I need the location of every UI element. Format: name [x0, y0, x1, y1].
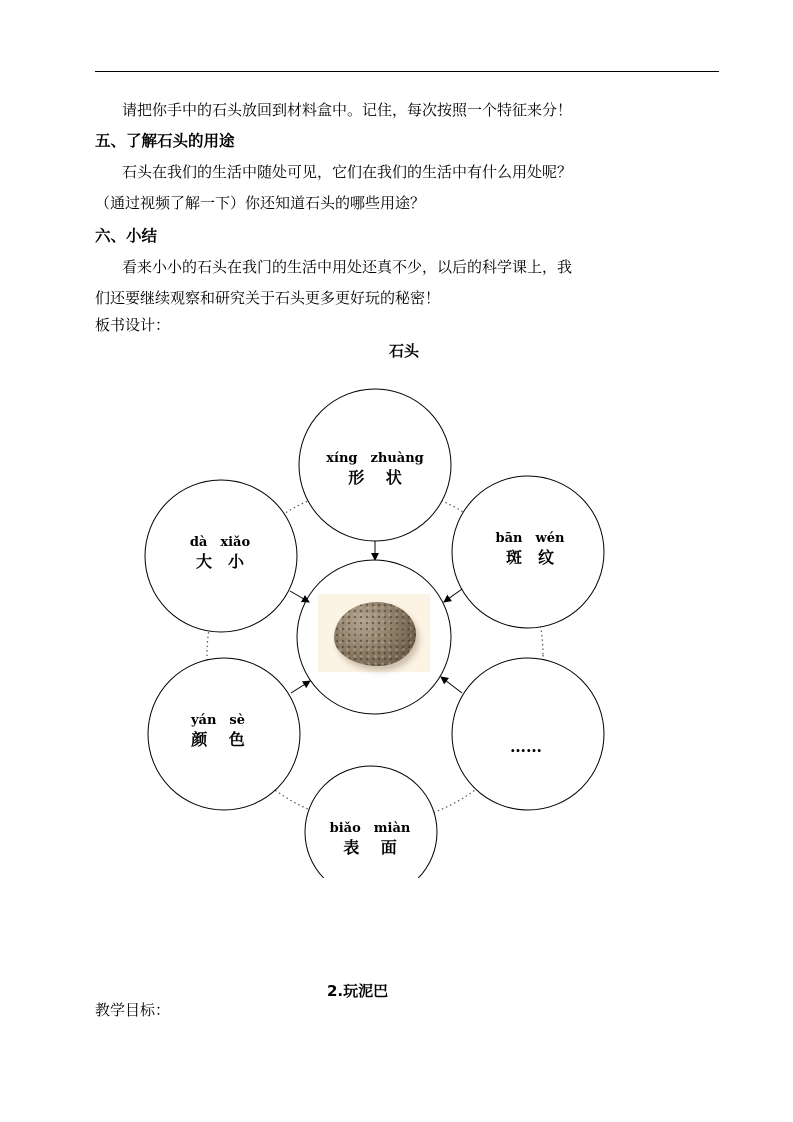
section-heading-summary: 六、小结 — [95, 227, 158, 245]
node-surface-pinyin: biǎo miàn — [329, 821, 411, 836]
section-heading-uses: 五、了解石头的用途 — [95, 132, 235, 150]
node-shape — [315, 451, 435, 489]
arrow-from-more — [441, 677, 462, 693]
node-surface-hanzi: 表 面 — [343, 838, 397, 857]
arrow-from-size — [290, 591, 309, 602]
board-design-label: 板书设计： — [95, 316, 171, 334]
diagram-title: 石头 — [389, 342, 420, 360]
node-shape-hanzi: 形 状 — [348, 468, 402, 487]
node-color-hanzi: 颜 色 — [191, 730, 245, 749]
paragraph-return-stones: 请把你手中的石头放回到材料盒中。记住，每次按照一个特征来分！ — [122, 101, 573, 119]
stone-photo — [318, 594, 430, 672]
node-pattern — [470, 531, 590, 569]
node-more-ellipsis: …… — [510, 737, 542, 756]
node-size-hanzi: 大 小 — [195, 552, 244, 571]
paragraph-summary-2: 们还要继续观察和研究关于石头更多更好玩的秘密！ — [95, 289, 441, 307]
node-size — [160, 535, 280, 573]
node-size-pinyin: dà xiǎo — [189, 535, 251, 550]
node-pattern-hanzi: 斑 纹 — [505, 548, 554, 567]
paragraph-uses-1: 石头在我们的生活中随处可见，它们在我们的生活中有什么用处呢？ — [122, 163, 573, 181]
paragraph-uses-2: （通过视频了解一下）你还知道石头的哪些用途？ — [95, 194, 426, 212]
arrow-from-color — [291, 681, 310, 693]
stone-image — [334, 602, 416, 666]
node-more — [466, 736, 586, 758]
next-section-title: 2.玩泥巴 — [327, 982, 389, 1000]
crop-mask — [300, 878, 440, 918]
node-shape-pinyin: xíng zhuàng — [326, 451, 424, 466]
paragraph-summary-1: 看来小小的石头在我门的生活中用处还真不少，以后的科学课上，我 — [122, 258, 573, 276]
teaching-goals-label: 教学目标： — [95, 1001, 171, 1019]
node-pattern-pinyin: bān wén — [495, 531, 565, 546]
circle-more — [452, 658, 604, 810]
node-color-pinyin: yán sè — [190, 713, 246, 728]
node-color — [158, 713, 278, 751]
arrow-from-pattern — [444, 589, 462, 602]
node-surface — [310, 821, 430, 859]
